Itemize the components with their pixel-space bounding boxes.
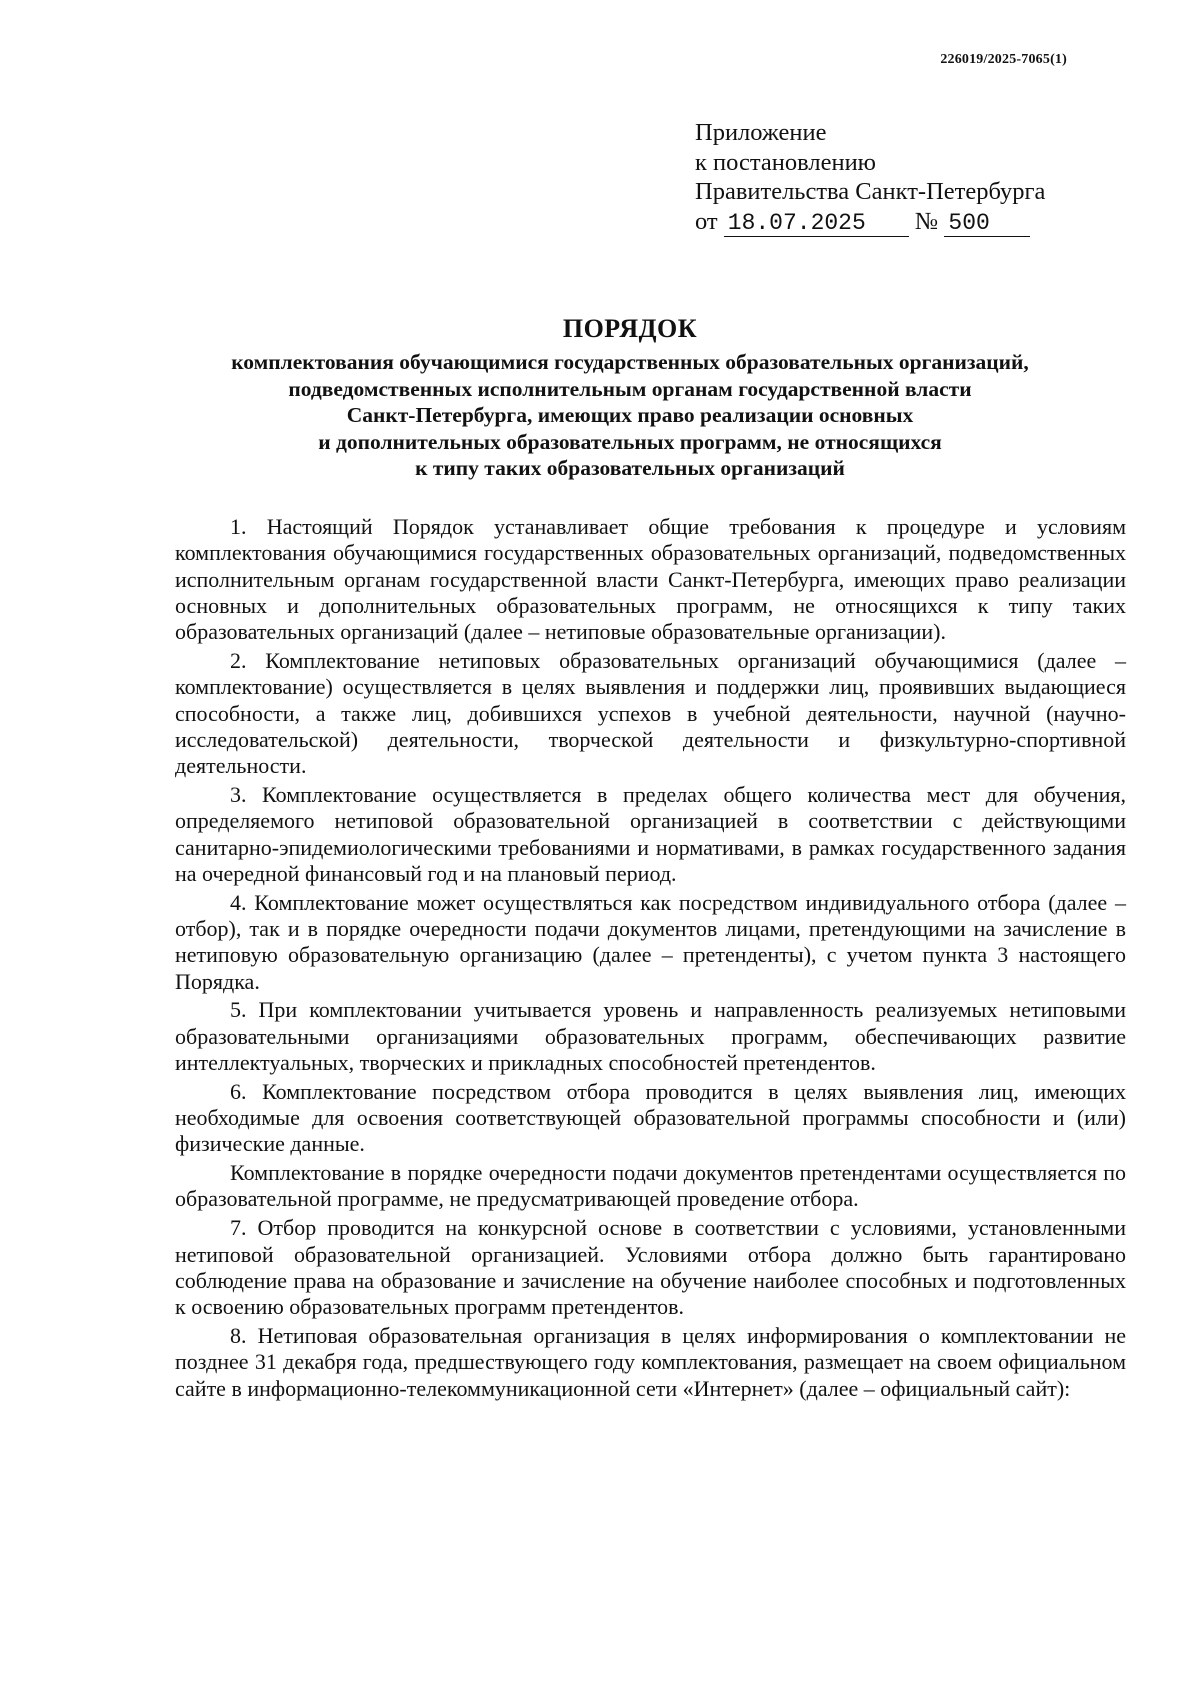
paragraph-6-continuation: Комплектование в порядке очередности подачи документов претендентами осуществляется по образовательной программе, не предусматривающей проведение отбора. — [175, 1160, 1126, 1212]
resolution-number: 500 — [944, 210, 1030, 237]
subtitle-line: комплектования обучающимися государственных образовательных организаций, — [231, 350, 1029, 374]
resolution-date: 18.07.2025 — [724, 210, 909, 237]
subtitle-line: подведомственных исполнительным органам государственной власти — [288, 376, 972, 401]
paragraph-2: 2. Комплектование нетиповых образовательных организаций обучающимися (далее – комплектование) осуществляется в целях выявления и поддержки лиц, проявивших выдающиеся способности, а также лиц, добившихся успехов в учебной деятельности, научной (научно-исследовательской) деятельности, творческой деятельности и физкультурно-спортивной деятельности. — [175, 647, 1126, 779]
date-prefix: от — [695, 207, 718, 235]
paragraph-3: 3. Комплектование осуществляется в пределах общего количества мест для обучения, определяемого нетиповой образовательной организацией в соответствии с действующими санитарно-эпидемиологическими требованиями и нормативами, в рамках государственного задания на очередной финансовый год и на плановый период. — [175, 781, 1126, 886]
number-prefix: № — [914, 207, 939, 235]
subtitle-line: и дополнительных образовательных программ, не относящихся — [318, 429, 942, 454]
subtitle-line: к типу таких образовательных организаций — [415, 456, 845, 480]
paragraph-8: 8. Нетиповая образовательная организация в целях информирования о комплектовании не позднее 31 декабря года, предшествующего году комплектования, размещает на своем официальном сайте в информационно-телекоммуникационной сети «Интернет» (далее – официальный сайт): — [175, 1322, 1126, 1401]
appendix-line-2: к постановлению — [695, 148, 876, 176]
appendix-block — [695, 118, 1045, 237]
appendix-line-1: Приложение — [695, 119, 827, 146]
document-subtitle — [160, 349, 1100, 482]
document-title: ПОРЯДОК — [562, 314, 698, 343]
document-title-block — [160, 313, 1100, 482]
paragraph-4: 4. Комплектование может осуществляться как посредством индивидуального отбора (далее – отбор), так и в порядке очередности подачи документов лицами, претендующими на зачисление в нетиповую образовательную организацию (далее – претенденты), с учетом пункта 3 настоящего Порядка. — [175, 889, 1126, 994]
appendix-date-line — [695, 207, 1045, 237]
document-body — [175, 514, 1126, 1404]
paragraph-6: 6. Комплектование посредством отбора проводится в целях выявления лиц, имеющих необходимые для освоения соответствующей образовательной программы способности и (или) физические данные. — [175, 1078, 1126, 1157]
subtitle-line: Санкт-Петербурга, имеющих право реализации основных — [346, 403, 914, 427]
document-reference-number: 226019/2025-7065(1) — [940, 52, 1067, 67]
paragraph-1: 1. Настоящий Порядок устанавливает общие требования к процедуре и условиям комплектования обучающимися государственных образовательных организаций, подведомственных исполнительным органам государственной власти Санкт-Петербурга, имеющих право реализации основных и дополнительных образовательных программ, не относящихся к типу таких образовательных организаций (далее – нетиповые образовательные организации). — [175, 514, 1126, 645]
appendix-line-3: Правительства Санкт-Петербурга — [695, 178, 1046, 205]
paragraph-7: 7. Отбор проводится на конкурсной основе в соответствии с условиями, установленными нетиповой образовательной организацией. Условиями отбора должно быть гарантировано соблюдение права на образование и зачисление на обучение наиболее способных и подготовленных к освоению образовательных программ претендентов. — [175, 1215, 1126, 1320]
paragraph-5: 5. При комплектовании учитывается уровень и направленность реализуемых нетиповыми образовательными организациями образовательных программ, обеспечивающих развитие интеллектуальных, творческих и прикладных способностей претендентов. — [175, 997, 1126, 1075]
